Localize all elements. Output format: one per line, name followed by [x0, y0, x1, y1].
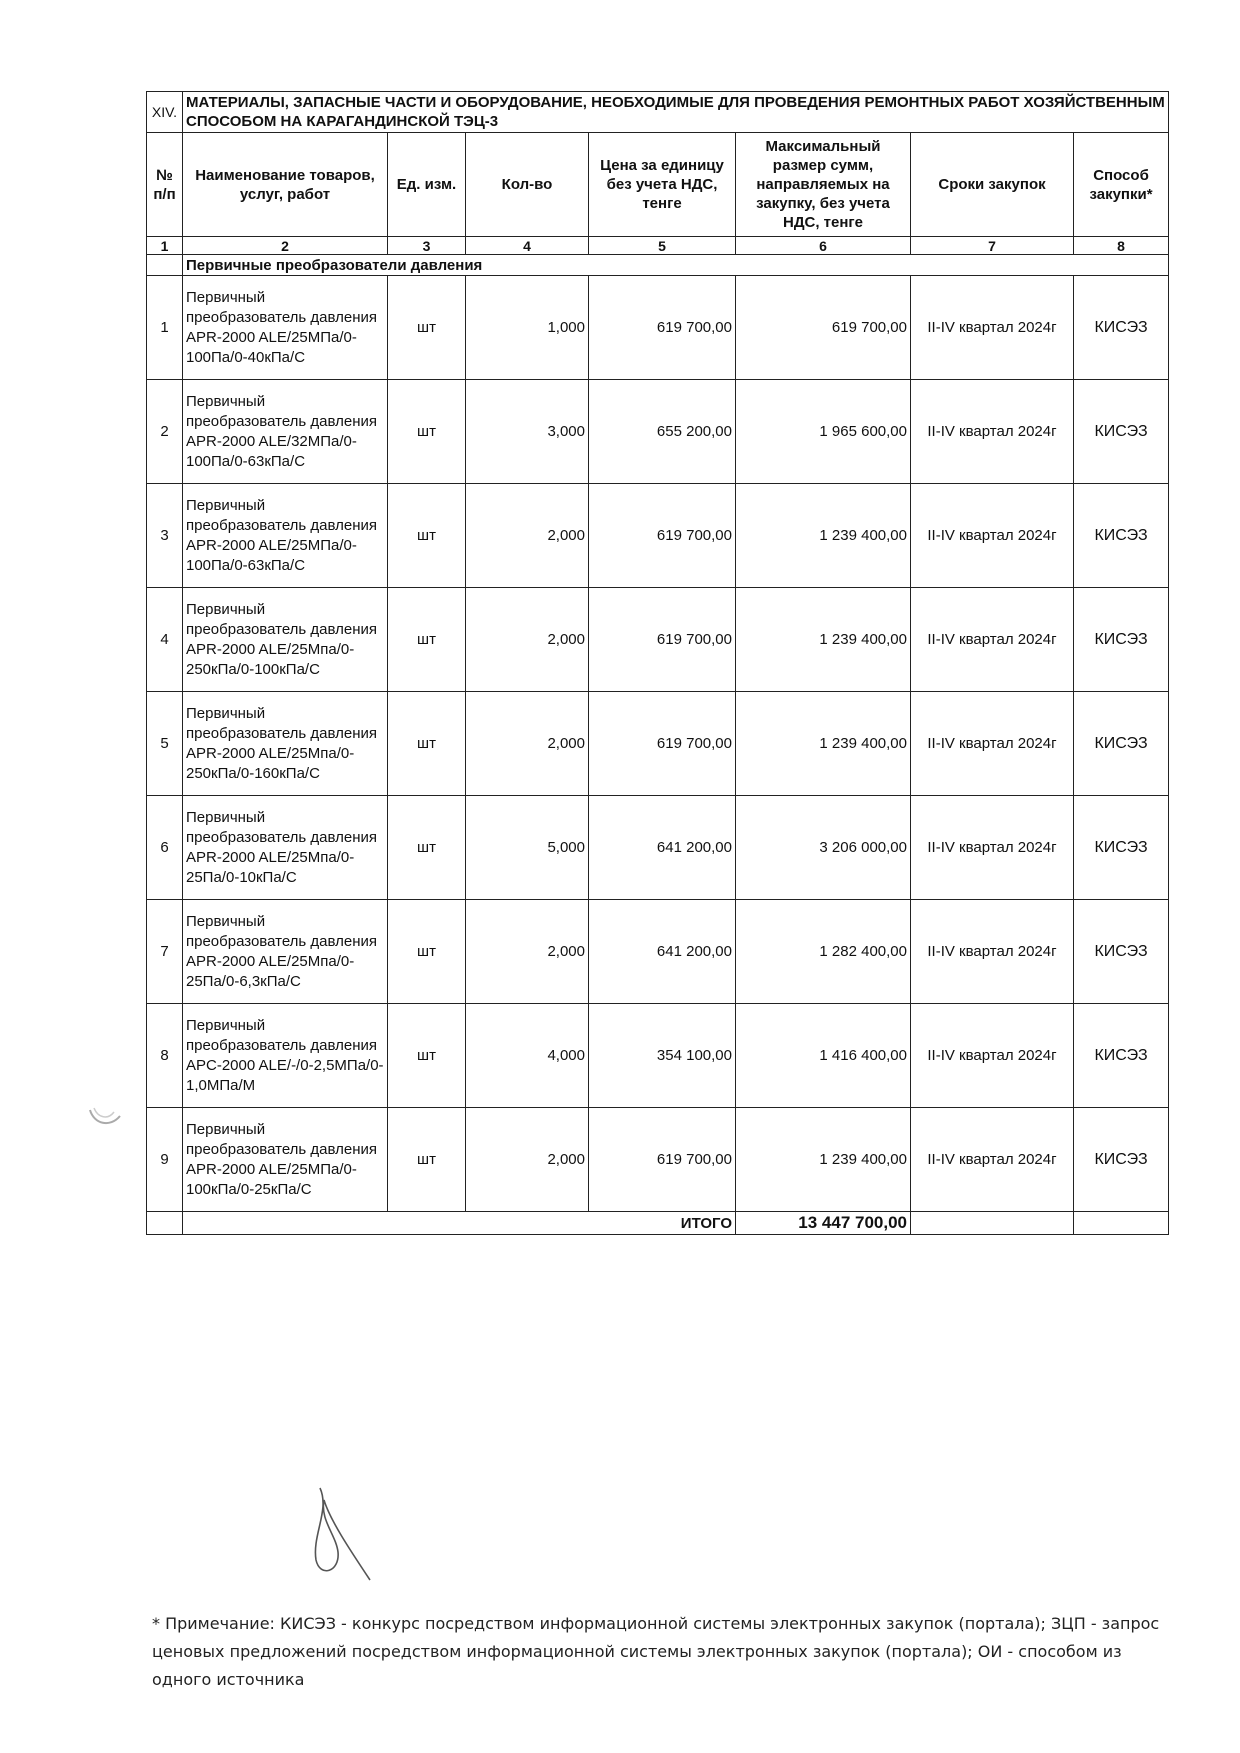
unit-price: 619 700,00 [589, 1108, 736, 1212]
procurement-method: КИСЭЗ [1074, 900, 1169, 1004]
row-number: 4 [147, 588, 183, 692]
procurement-period: II-IV квартал 2024г [911, 588, 1074, 692]
total-row [147, 1212, 1169, 1235]
procurement-method: КИСЭЗ [1074, 1004, 1169, 1108]
table-row [147, 900, 1169, 1004]
procurement-method: КИСЭЗ [1074, 796, 1169, 900]
group-empty-cell [147, 255, 183, 276]
procurement-method: КИСЭЗ [1074, 692, 1169, 796]
unit-price: 354 100,00 [589, 1004, 736, 1108]
column-index: 7 [911, 237, 1074, 255]
header-cell: Наименование товаров, услуг, работ [183, 133, 388, 237]
unit-price: 641 200,00 [589, 900, 736, 1004]
procurement-period: II-IV квартал 2024г [911, 796, 1074, 900]
unit-price: 619 700,00 [589, 692, 736, 796]
column-index: 8 [1074, 237, 1169, 255]
procurement-period: II-IV квартал 2024г [911, 1108, 1074, 1212]
unit: шт [388, 796, 466, 900]
max-amount: 1 965 600,00 [736, 380, 911, 484]
quantity: 2,000 [466, 900, 589, 1004]
quantity: 4,000 [466, 1004, 589, 1108]
footnote: * Примечание: КИСЭЗ - конкурс посредством информационной системы электронных закупок (портала); ЗЦП - запрос ценовых предложений посредством информационной системы электронных закупок (портала); ОИ - способом из одного источника [152, 1614, 1160, 1689]
table-row [147, 276, 1169, 380]
max-amount: 1 416 400,00 [736, 1004, 911, 1108]
table-row [147, 380, 1169, 484]
procurement-method: КИСЭЗ [1074, 380, 1169, 484]
header-row [147, 133, 1169, 237]
table-row [147, 1108, 1169, 1212]
handwritten-mark [300, 1480, 390, 1590]
procurement-period: II-IV квартал 2024г [911, 900, 1074, 1004]
group-row [147, 255, 1169, 276]
procurement-method: КИСЭЗ [1074, 276, 1169, 380]
header-cell: № п/п [147, 133, 183, 237]
row-number: 3 [147, 484, 183, 588]
max-amount: 3 206 000,00 [736, 796, 911, 900]
procurement-method: КИСЭЗ [1074, 1108, 1169, 1212]
quantity: 1,000 [466, 276, 589, 380]
unit: шт [388, 1108, 466, 1212]
header-cell: Сроки закупок [911, 133, 1074, 237]
procurement-method: КИСЭЗ [1074, 484, 1169, 588]
row-number: 6 [147, 796, 183, 900]
max-amount: 619 700,00 [736, 276, 911, 380]
total-label: ИТОГО [183, 1212, 736, 1235]
procurement-period: II-IV квартал 2024г [911, 692, 1074, 796]
item-name: Первичный преобразователь давления APR-2000 ALE/25МПа/0-100кПа/0-25кПа/С [183, 1108, 388, 1212]
item-name: Первичный преобразователь давления APR-2000 ALE/25Мпа/0-25Па/0-6,3кПа/С [183, 900, 388, 1004]
unit: шт [388, 692, 466, 796]
unit: шт [388, 484, 466, 588]
max-amount: 1 239 400,00 [736, 484, 911, 588]
header-cell: Максимальный размер сумм, направляемых на закупку, без учета НДС, тенге [736, 133, 911, 237]
header-cell: Способ закупки* [1074, 133, 1169, 237]
section-number: XIV. [147, 92, 183, 133]
row-number: 8 [147, 1004, 183, 1108]
procurement-period: II-IV квартал 2024г [911, 380, 1074, 484]
unit-price: 655 200,00 [589, 380, 736, 484]
section-row [147, 92, 1169, 133]
total-empty-cell [1074, 1212, 1169, 1235]
total-empty-cell [911, 1212, 1074, 1235]
item-name: Первичный преобразователь давления APR-2000 ALE/25Мпа/0-25Па/0-10кПа/С [183, 796, 388, 900]
table-row [147, 588, 1169, 692]
unit-price: 619 700,00 [589, 276, 736, 380]
unit: шт [388, 588, 466, 692]
item-name: Первичный преобразователь давления APR-2000 ALE/25Мпа/0-250кПа/0-100кПа/С [183, 588, 388, 692]
column-index: 1 [147, 237, 183, 255]
column-index: 6 [736, 237, 911, 255]
table-row [147, 692, 1169, 796]
total-value: 13 447 700,00 [736, 1212, 911, 1235]
procurement-period: II-IV квартал 2024г [911, 484, 1074, 588]
unit-price: 619 700,00 [589, 484, 736, 588]
unit: шт [388, 380, 466, 484]
row-number: 1 [147, 276, 183, 380]
procurement-table [146, 91, 1169, 1235]
table-row [147, 796, 1169, 900]
section-title: МАТЕРИАЛЫ, ЗАПАСНЫЕ ЧАСТИ И ОБОРУДОВАНИЕ, НЕОБХОДИМЫЕ ДЛЯ ПРОВЕДЕНИЯ РЕМОНТНЫХ РАБОТ ХОЗЯЙСТВЕННЫМ СПОСОБОМ НА КАРАГАНДИНСКОЙ ТЭЦ-3 [183, 92, 1169, 133]
unit-price: 619 700,00 [589, 588, 736, 692]
max-amount: 1 239 400,00 [736, 1108, 911, 1212]
unit: шт [388, 1004, 466, 1108]
unit-price: 641 200,00 [589, 796, 736, 900]
header-cell: Ед. изм. [388, 133, 466, 237]
column-index-row [147, 237, 1169, 255]
procurement-method: КИСЭЗ [1074, 588, 1169, 692]
column-index: 3 [388, 237, 466, 255]
hole-punch-mark [84, 1102, 124, 1134]
procurement-period: II-IV квартал 2024г [911, 1004, 1074, 1108]
row-number: 7 [147, 900, 183, 1004]
row-number: 9 [147, 1108, 183, 1212]
row-number: 5 [147, 692, 183, 796]
column-index: 2 [183, 237, 388, 255]
unit: шт [388, 276, 466, 380]
group-title: Первичные преобразователи давления [183, 255, 1169, 276]
header-cell: Цена за единицу без учета НДС, тенге [589, 133, 736, 237]
item-name: Первичный преобразователь давления APR-2000 ALE/25МПа/0-100Па/0-40кПа/С [183, 276, 388, 380]
quantity: 3,000 [466, 380, 589, 484]
unit: шт [388, 900, 466, 1004]
item-name: Первичный преобразователь давления APR-2000 ALE/32МПа/0-100Па/0-63кПа/С [183, 380, 388, 484]
procurement-period: II-IV квартал 2024г [911, 276, 1074, 380]
quantity: 2,000 [466, 588, 589, 692]
max-amount: 1 239 400,00 [736, 692, 911, 796]
column-index: 4 [466, 237, 589, 255]
quantity: 2,000 [466, 484, 589, 588]
quantity: 2,000 [466, 692, 589, 796]
max-amount: 1 239 400,00 [736, 588, 911, 692]
row-number: 2 [147, 380, 183, 484]
column-index: 5 [589, 237, 736, 255]
max-amount: 1 282 400,00 [736, 900, 911, 1004]
quantity: 2,000 [466, 1108, 589, 1212]
item-name: Первичный преобразователь давления APR-2000 ALE/25МПа/0-100Па/0-63кПа/С [183, 484, 388, 588]
item-name: Первичный преобразователь давления APC-2000 ALE/-/0-2,5МПа/0-1,0МПа/М [183, 1004, 388, 1108]
quantity: 5,000 [466, 796, 589, 900]
total-empty-cell [147, 1212, 183, 1235]
item-name: Первичный преобразователь давления APR-2000 ALE/25Мпа/0-250кПа/0-160кПа/С [183, 692, 388, 796]
table-row [147, 1004, 1169, 1108]
header-cell: Кол-во [466, 133, 589, 237]
table-row [147, 484, 1169, 588]
